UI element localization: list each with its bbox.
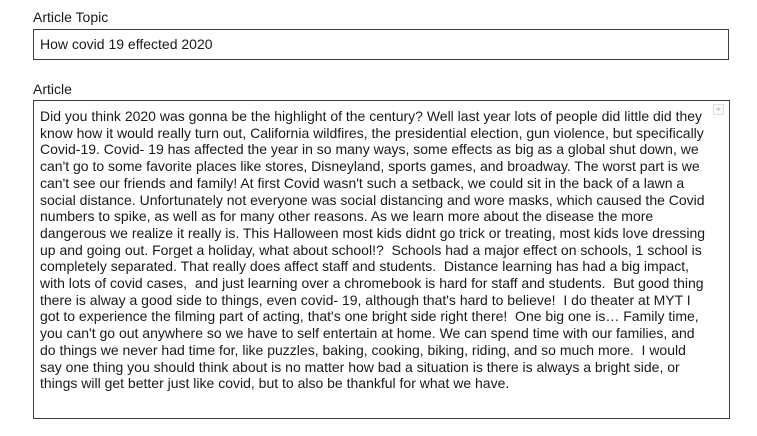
article-textarea[interactable]: Did you think 2020 was gonna be the highlight of the century? Well last year lots of people did little did they know how it would really turn out, California wildfires, the presidential election, gun violence, but specifically Covid-19. Covid- 19 has affected the year in so many ways, some effects as big as a global shut down, we can't go to some favorite places like stores, Disneyland, sports games, and broadway. The worst part is we can't see our friends and family! At first Covid wasn't such a setback, we could sit in the back of a lawn a social distance. Unfortunately not everyone was social distancing and wore masks, which caused the Covid numbers to spike, as well as for many other reasons. As we learn more about the disease the more dangerous we realize it really is. This Halloween most kids didnt go trick or treating, most kids love dressing up and going out. Forget a holiday, what about school!? Schools had a major effect on schools, 1 school is completely separated. That really does affect staff and students. Distance learning has had a big impact, with lots of covid cases, and just learning over a chromebook is hard for staff and students. But good thing there is alway a good side to things, even covid- 19, although that's hard to believe! I do theater at MYT I got to experience the filming part of acting, that's one bright side right there! One big one is… Family time, you can't go out anywhere so we have to self entertain at home. We can spend time with our families, and do things we never had time for, like puzzles, baking, cooking, biking, riding, and so much more. I would say one thing you should think about is no matter how bad a situation is there is always a bright side, or things will get better just like covid, but to also be thankful for what we have. xyxy=(33,100,730,419)
article-label: Article xyxy=(33,81,72,97)
article-topic-label: Article Topic xyxy=(33,9,109,25)
scroll-up-arrow-icon[interactable] xyxy=(713,104,724,115)
article-topic-input[interactable]: How covid 19 effected 2020 xyxy=(33,29,729,60)
